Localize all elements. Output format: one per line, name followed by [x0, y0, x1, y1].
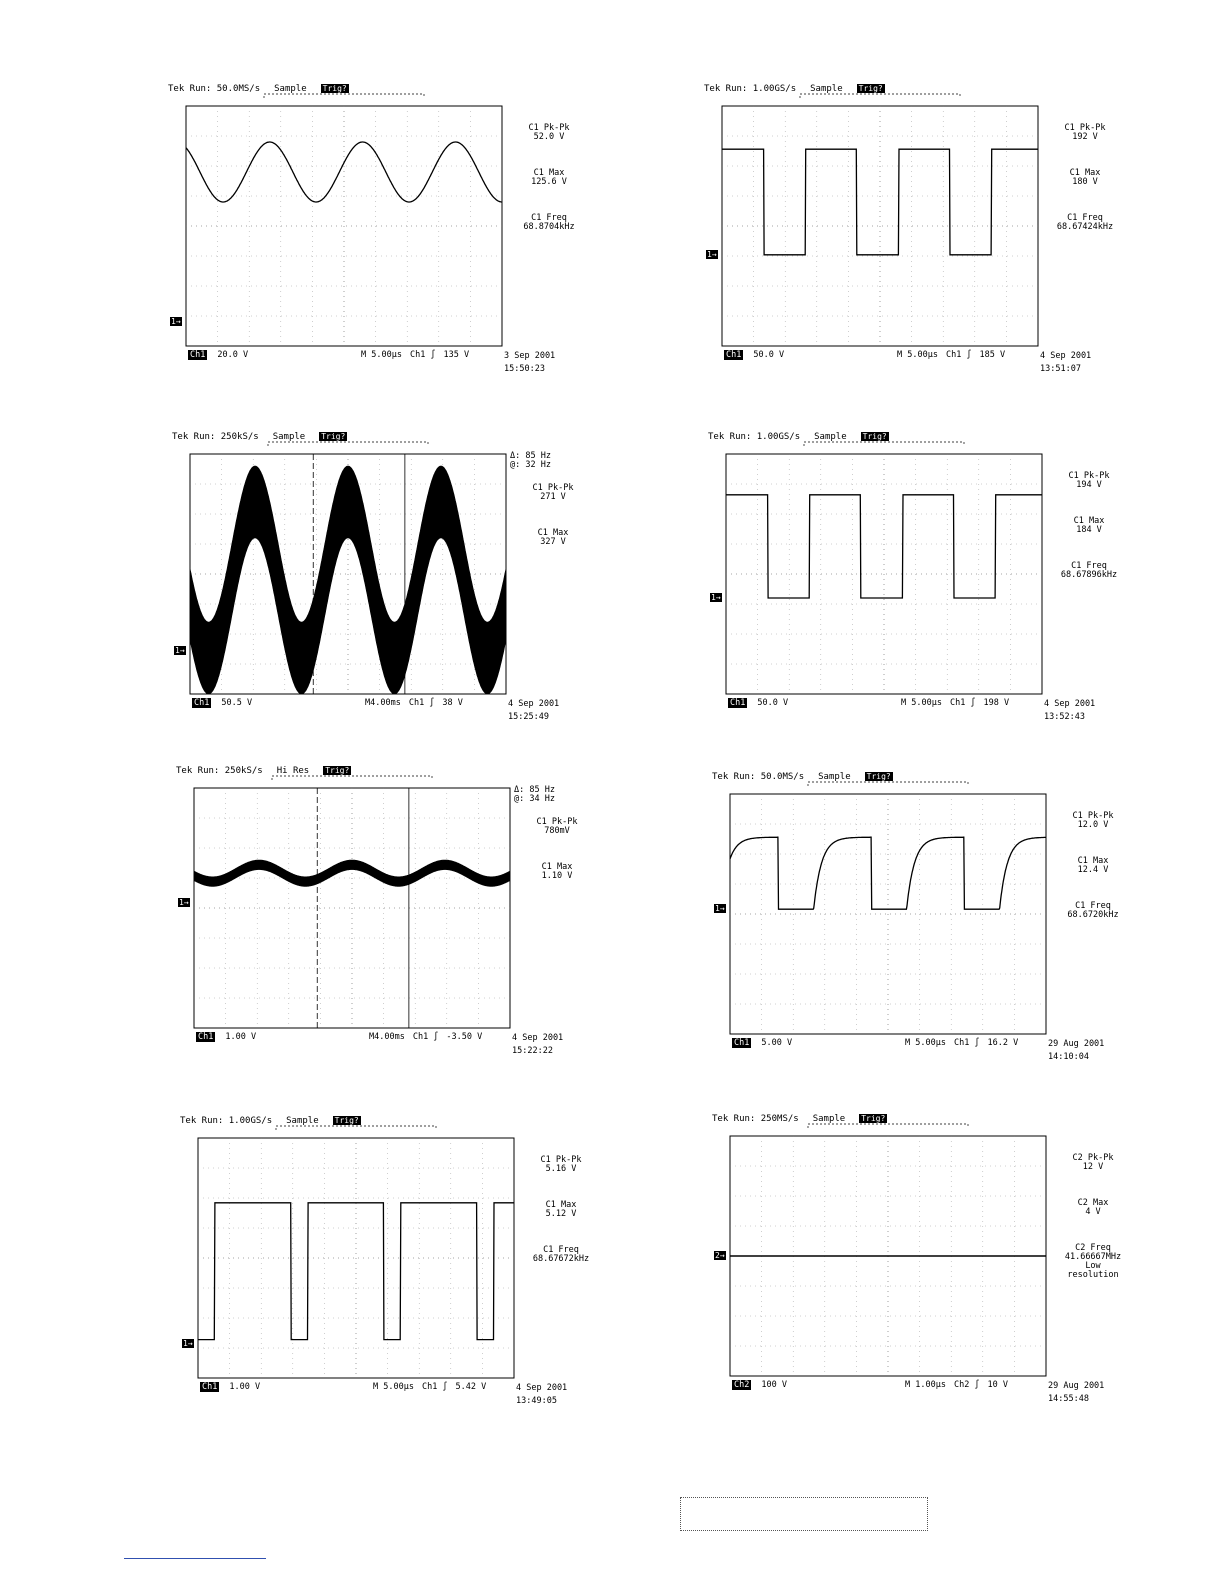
scope-panel-p7 — [180, 1116, 660, 1426]
timestamp — [1040, 350, 1091, 376]
acq-mode: Sample — [272, 432, 306, 442]
trigger-status: Trig? — [866, 772, 891, 781]
measurement-text: C1 Freq — [543, 1245, 579, 1255]
measurement-text: C1 Max — [541, 862, 573, 872]
timestamp-line: 15:25:49 — [508, 712, 549, 722]
measurement-text: C1 Freq — [1071, 561, 1107, 571]
measurement-text: 180 V — [1072, 177, 1098, 187]
timestamp-line: 13:49:05 — [516, 1396, 557, 1406]
record-bracket — [276, 1126, 436, 1130]
measurement-text: C2 Pk-Pk — [1072, 1153, 1114, 1163]
time-trigger — [365, 698, 471, 708]
channel-label: Ch1 — [734, 1038, 750, 1048]
measurement-text: C1 Max — [533, 168, 565, 178]
measurement-1 — [1044, 472, 1134, 490]
measurement-text: C2 Freq — [1075, 1243, 1111, 1253]
volts-per-div: 1.00 V — [229, 1382, 261, 1392]
measurement-text: C2 Max — [1077, 1198, 1109, 1208]
timebase: M 5.00µs — [905, 1038, 946, 1048]
scope-panel-p2 — [704, 84, 1184, 394]
trigger-source: Ch1 ∫ — [408, 698, 435, 708]
timestamp-line: 29 Aug 2001 — [1048, 1381, 1105, 1391]
measurement-text: C1 Freq — [1067, 213, 1103, 223]
sample-rate: Tek Run: 1.00GS/s — [708, 432, 801, 442]
ground-marker: 2→ — [715, 1251, 725, 1260]
ground-marker: 1→ — [711, 593, 721, 602]
trigger-level: 10 V — [987, 1380, 1009, 1390]
timestamp — [512, 1032, 563, 1058]
measurement-text: 5.12 V — [545, 1209, 577, 1219]
trigger-status: Trig? — [861, 1114, 886, 1123]
timestamp — [1044, 698, 1095, 724]
channel-label: Ch1 — [202, 1382, 218, 1392]
waveform-svg — [704, 84, 1064, 394]
waveform-svg — [708, 432, 1068, 742]
timebase: M 1.00µs — [905, 1380, 946, 1390]
time-trigger — [905, 1038, 1026, 1048]
scope-panel-p1 — [168, 84, 648, 394]
measurement-3 — [1048, 902, 1138, 920]
volts-per-div: 5.00 V — [761, 1038, 793, 1048]
measurement-text: C1 Pk-Pk — [540, 1155, 582, 1165]
ground-marker: 1→ — [183, 1339, 193, 1349]
time-trigger — [361, 350, 477, 360]
channel-label: Ch2 — [734, 1380, 750, 1390]
delta-line: Δ: 85 Hz — [510, 451, 551, 461]
trigger-status: Trig? — [322, 84, 347, 93]
timebase: M 5.00µs — [901, 698, 942, 708]
trigger-source: Ch1 ∫ — [953, 1038, 980, 1048]
measurement-text: 68.6720kHz — [1067, 910, 1119, 920]
channel-scale — [192, 698, 252, 708]
measurement-text: C1 Max — [1073, 516, 1105, 526]
timestamp — [504, 350, 555, 376]
measurement-text: 327 V — [540, 537, 566, 547]
trigger-level: 198 V — [983, 698, 1010, 708]
measurement-text: 194 V — [1076, 480, 1102, 490]
channel-scale — [200, 1382, 260, 1392]
measurement-3 — [504, 214, 594, 232]
trigger-source: Ch1 ∫ — [945, 350, 972, 360]
measurement-text: 41.66667MHz — [1064, 1252, 1122, 1262]
trigger-level: 135 V — [443, 350, 470, 360]
record-bracket — [800, 94, 960, 98]
measurement-2 — [512, 863, 602, 881]
timestamp-line: 3 Sep 2001 — [504, 351, 556, 361]
trigger-source: Ch1 ∫ — [421, 1382, 448, 1392]
channel-label: Ch1 — [198, 1032, 214, 1042]
ground-marker: 1→ — [715, 904, 725, 914]
delta-line: @: 32 Hz — [510, 460, 551, 470]
trigger-source: Ch1 ∫ — [409, 350, 436, 360]
sample-rate: Tek Run: 250kS/s — [172, 432, 259, 442]
delta-line: Δ: 85 Hz — [514, 785, 555, 795]
channel-label: Ch1 — [730, 698, 746, 708]
channel-scale — [196, 1032, 256, 1042]
trigger-source: Ch1 ∫ — [949, 698, 976, 708]
measurement-text: 184 V — [1076, 525, 1102, 535]
trigger-status: Trig? — [334, 1116, 359, 1125]
time-trigger — [905, 1380, 1016, 1390]
timestamp-line: 4 Sep 2001 — [508, 699, 560, 709]
scope-panel-p6 — [712, 772, 1192, 1082]
measurement-3 — [1048, 1244, 1138, 1280]
measurement-2 — [516, 1201, 606, 1219]
ground-marker: 1→ — [175, 645, 185, 655]
volts-per-div: 50.5 V — [221, 698, 253, 708]
timebase: M4.00ms — [365, 698, 401, 708]
measurement-text: 68.67672kHz — [532, 1254, 590, 1264]
measurement-1 — [504, 124, 594, 142]
cursor-readout — [510, 452, 600, 470]
sample-rate: Tek Run: 1.00GS/s — [704, 84, 797, 94]
timestamp-line: 29 Aug 2001 — [1048, 1039, 1105, 1049]
measurement-text: C1 Freq — [531, 213, 567, 223]
volts-per-div: 100 V — [761, 1380, 787, 1390]
measurement-1 — [508, 484, 598, 502]
measurement-text: C1 Max — [537, 528, 569, 538]
record-bracket — [268, 442, 428, 446]
measurement-text: 5.16 V — [545, 1164, 577, 1174]
sample-rate: Tek Run: 50.0MS/s — [168, 84, 261, 94]
time-trigger — [369, 1032, 490, 1042]
sample-rate: Tek Run: 1.00GS/s — [180, 1116, 273, 1126]
timestamp — [516, 1382, 567, 1408]
trigger-status: Trig? — [325, 766, 350, 775]
waveform-svg — [712, 772, 1072, 1082]
measurement-1 — [516, 1156, 606, 1174]
timestamp — [1048, 1038, 1104, 1064]
scope-panel-p4 — [708, 432, 1188, 742]
footer-rule — [124, 1558, 266, 1559]
measurement-text: 271 V — [540, 492, 566, 502]
channel-scale — [732, 1038, 792, 1048]
volts-per-div: 50.0 V — [757, 698, 789, 708]
ground-marker: 1→ — [179, 898, 189, 908]
sample-rate: Tek Run: 50.0MS/s — [712, 772, 805, 782]
measurement-text: C1 Pk-Pk — [532, 483, 574, 493]
timebase: M 5.00µs — [361, 350, 402, 360]
measurement-3 — [1044, 562, 1134, 580]
measurement-3 — [1040, 214, 1130, 232]
trigger-level: -3.50 V — [446, 1032, 483, 1042]
measurement-text: C1 Max — [1077, 856, 1109, 866]
trigger-level: 185 V — [979, 350, 1006, 360]
timestamp-line: 14:10:04 — [1048, 1052, 1089, 1062]
cursor-readout — [514, 786, 604, 804]
channel-scale — [728, 698, 788, 708]
measurement-text: 192 V — [1072, 132, 1098, 142]
measurement-text: C1 Max — [1069, 168, 1101, 178]
timestamp-line: 14:55:48 — [1048, 1394, 1089, 1404]
measurement-text: 1.10 V — [541, 871, 573, 881]
measurement-text: 4 V — [1085, 1207, 1101, 1217]
delta-line: @: 34 Hz — [514, 794, 555, 804]
channel-scale — [724, 350, 784, 360]
record-bracket — [264, 94, 424, 98]
trigger-status: Trig? — [858, 84, 883, 93]
waveform-svg — [168, 84, 528, 394]
timebase: M 5.00µs — [373, 1382, 414, 1392]
measurement-text: C1 Pk-Pk — [536, 817, 578, 827]
timestamp-line: 13:51:07 — [1040, 364, 1081, 374]
measurement-text: 12 V — [1082, 1162, 1104, 1172]
acq-mode: Sample — [812, 1114, 846, 1124]
measurement-2 — [1048, 1199, 1138, 1217]
measurement-text: C1 Freq — [1075, 901, 1111, 911]
channel-scale — [732, 1380, 787, 1390]
acq-mode: Sample — [810, 84, 843, 94]
acq-mode: Sample — [818, 772, 851, 782]
time-trigger — [897, 350, 1013, 360]
ground-marker: 1→ — [171, 317, 181, 326]
acq-mode: Sample — [814, 432, 847, 442]
channel-scale — [188, 350, 248, 360]
measurement-2 — [1048, 857, 1138, 875]
measurement-text: 68.8704kHz — [523, 222, 575, 232]
measurement-1 — [512, 818, 602, 836]
measurement-2 — [1040, 169, 1130, 187]
measurement-1 — [1048, 812, 1138, 830]
measurement-text: C1 Max — [545, 1200, 577, 1210]
measurement-text: 12.0 V — [1077, 820, 1109, 830]
time-trigger — [901, 698, 1017, 708]
timebase: M4.00ms — [369, 1032, 405, 1042]
sample-rate: Tek Run: 250MS/s — [712, 1114, 799, 1124]
waveform-svg — [176, 766, 536, 1076]
timestamp — [508, 698, 559, 724]
timestamp-line: 15:22:22 — [512, 1046, 553, 1056]
ground-marker: 1→ — [707, 249, 717, 259]
timebase: M 5.00µs — [897, 350, 938, 360]
volts-per-div: 20.0 V — [217, 350, 249, 360]
timestamp-line: 4 Sep 2001 — [516, 1383, 568, 1393]
measurement-text: 780mV — [544, 826, 570, 836]
measurement-2 — [508, 529, 598, 547]
trigger-status: Trig? — [321, 432, 346, 441]
measurement-1 — [1048, 1154, 1138, 1172]
record-bracket — [808, 1124, 968, 1128]
trigger-source: Ch1 ∫ — [412, 1032, 439, 1042]
waveform-svg — [180, 1116, 540, 1426]
record-bracket — [804, 442, 964, 446]
record-bracket — [272, 776, 432, 780]
acq-mode: Hi Res — [276, 766, 310, 776]
scope-panel-p5 — [176, 766, 656, 1076]
timestamp-line: 13:52:43 — [1044, 712, 1085, 722]
measurement-text: C1 Pk-Pk — [1068, 471, 1110, 481]
timestamp-line: 4 Sep 2001 — [1044, 699, 1096, 709]
measurement-text: 12.4 V — [1077, 865, 1109, 875]
measurement-text: C1 Pk-Pk — [528, 123, 570, 133]
trigger-status: Trig? — [862, 432, 887, 441]
volts-per-div: 50.0 V — [753, 350, 785, 360]
measurement-2 — [504, 169, 594, 187]
trigger-level: 5.42 V — [455, 1382, 487, 1392]
timestamp-line: 4 Sep 2001 — [512, 1033, 564, 1043]
channel-label: Ch1 — [194, 698, 210, 708]
channel-label: Ch1 — [190, 350, 206, 360]
waveform-svg — [172, 432, 532, 742]
volts-per-div: 1.00 V — [225, 1032, 257, 1042]
measurement-text: 52.0 V — [533, 132, 565, 142]
scope-panel-p3 — [172, 432, 652, 742]
timestamp-line: 4 Sep 2001 — [1040, 351, 1092, 361]
trigger-level: 16.2 V — [987, 1038, 1019, 1048]
measurement-text: 68.67424kHz — [1056, 222, 1114, 232]
measurement-text: 68.67896kHz — [1060, 570, 1118, 580]
sample-rate: Tek Run: 250kS/s — [176, 766, 263, 776]
measurement-text: C1 Pk-Pk — [1064, 123, 1106, 133]
trigger-level: 38 V — [442, 698, 463, 708]
channel-label: Ch1 — [726, 350, 742, 360]
record-bracket — [808, 782, 968, 786]
acq-mode: Sample — [274, 84, 307, 94]
timestamp-line: 15:50:23 — [504, 364, 545, 374]
measurement-text: resolution — [1067, 1270, 1119, 1280]
scope-panel-p8 — [712, 1114, 1192, 1424]
measurement-2 — [1044, 517, 1134, 535]
measurement-3 — [516, 1246, 606, 1264]
waveform-svg — [712, 1114, 1072, 1424]
measurement-text: C1 Pk-Pk — [1072, 811, 1114, 821]
timestamp — [1048, 1380, 1104, 1406]
measurement-text: Low — [1085, 1261, 1101, 1271]
acq-mode: Sample — [286, 1116, 319, 1126]
time-trigger — [373, 1382, 494, 1392]
footer-box — [680, 1497, 928, 1531]
measurement-1 — [1040, 124, 1130, 142]
measurement-text: 125.6 V — [531, 177, 567, 187]
trigger-source: Ch2 ∫ — [953, 1380, 980, 1390]
